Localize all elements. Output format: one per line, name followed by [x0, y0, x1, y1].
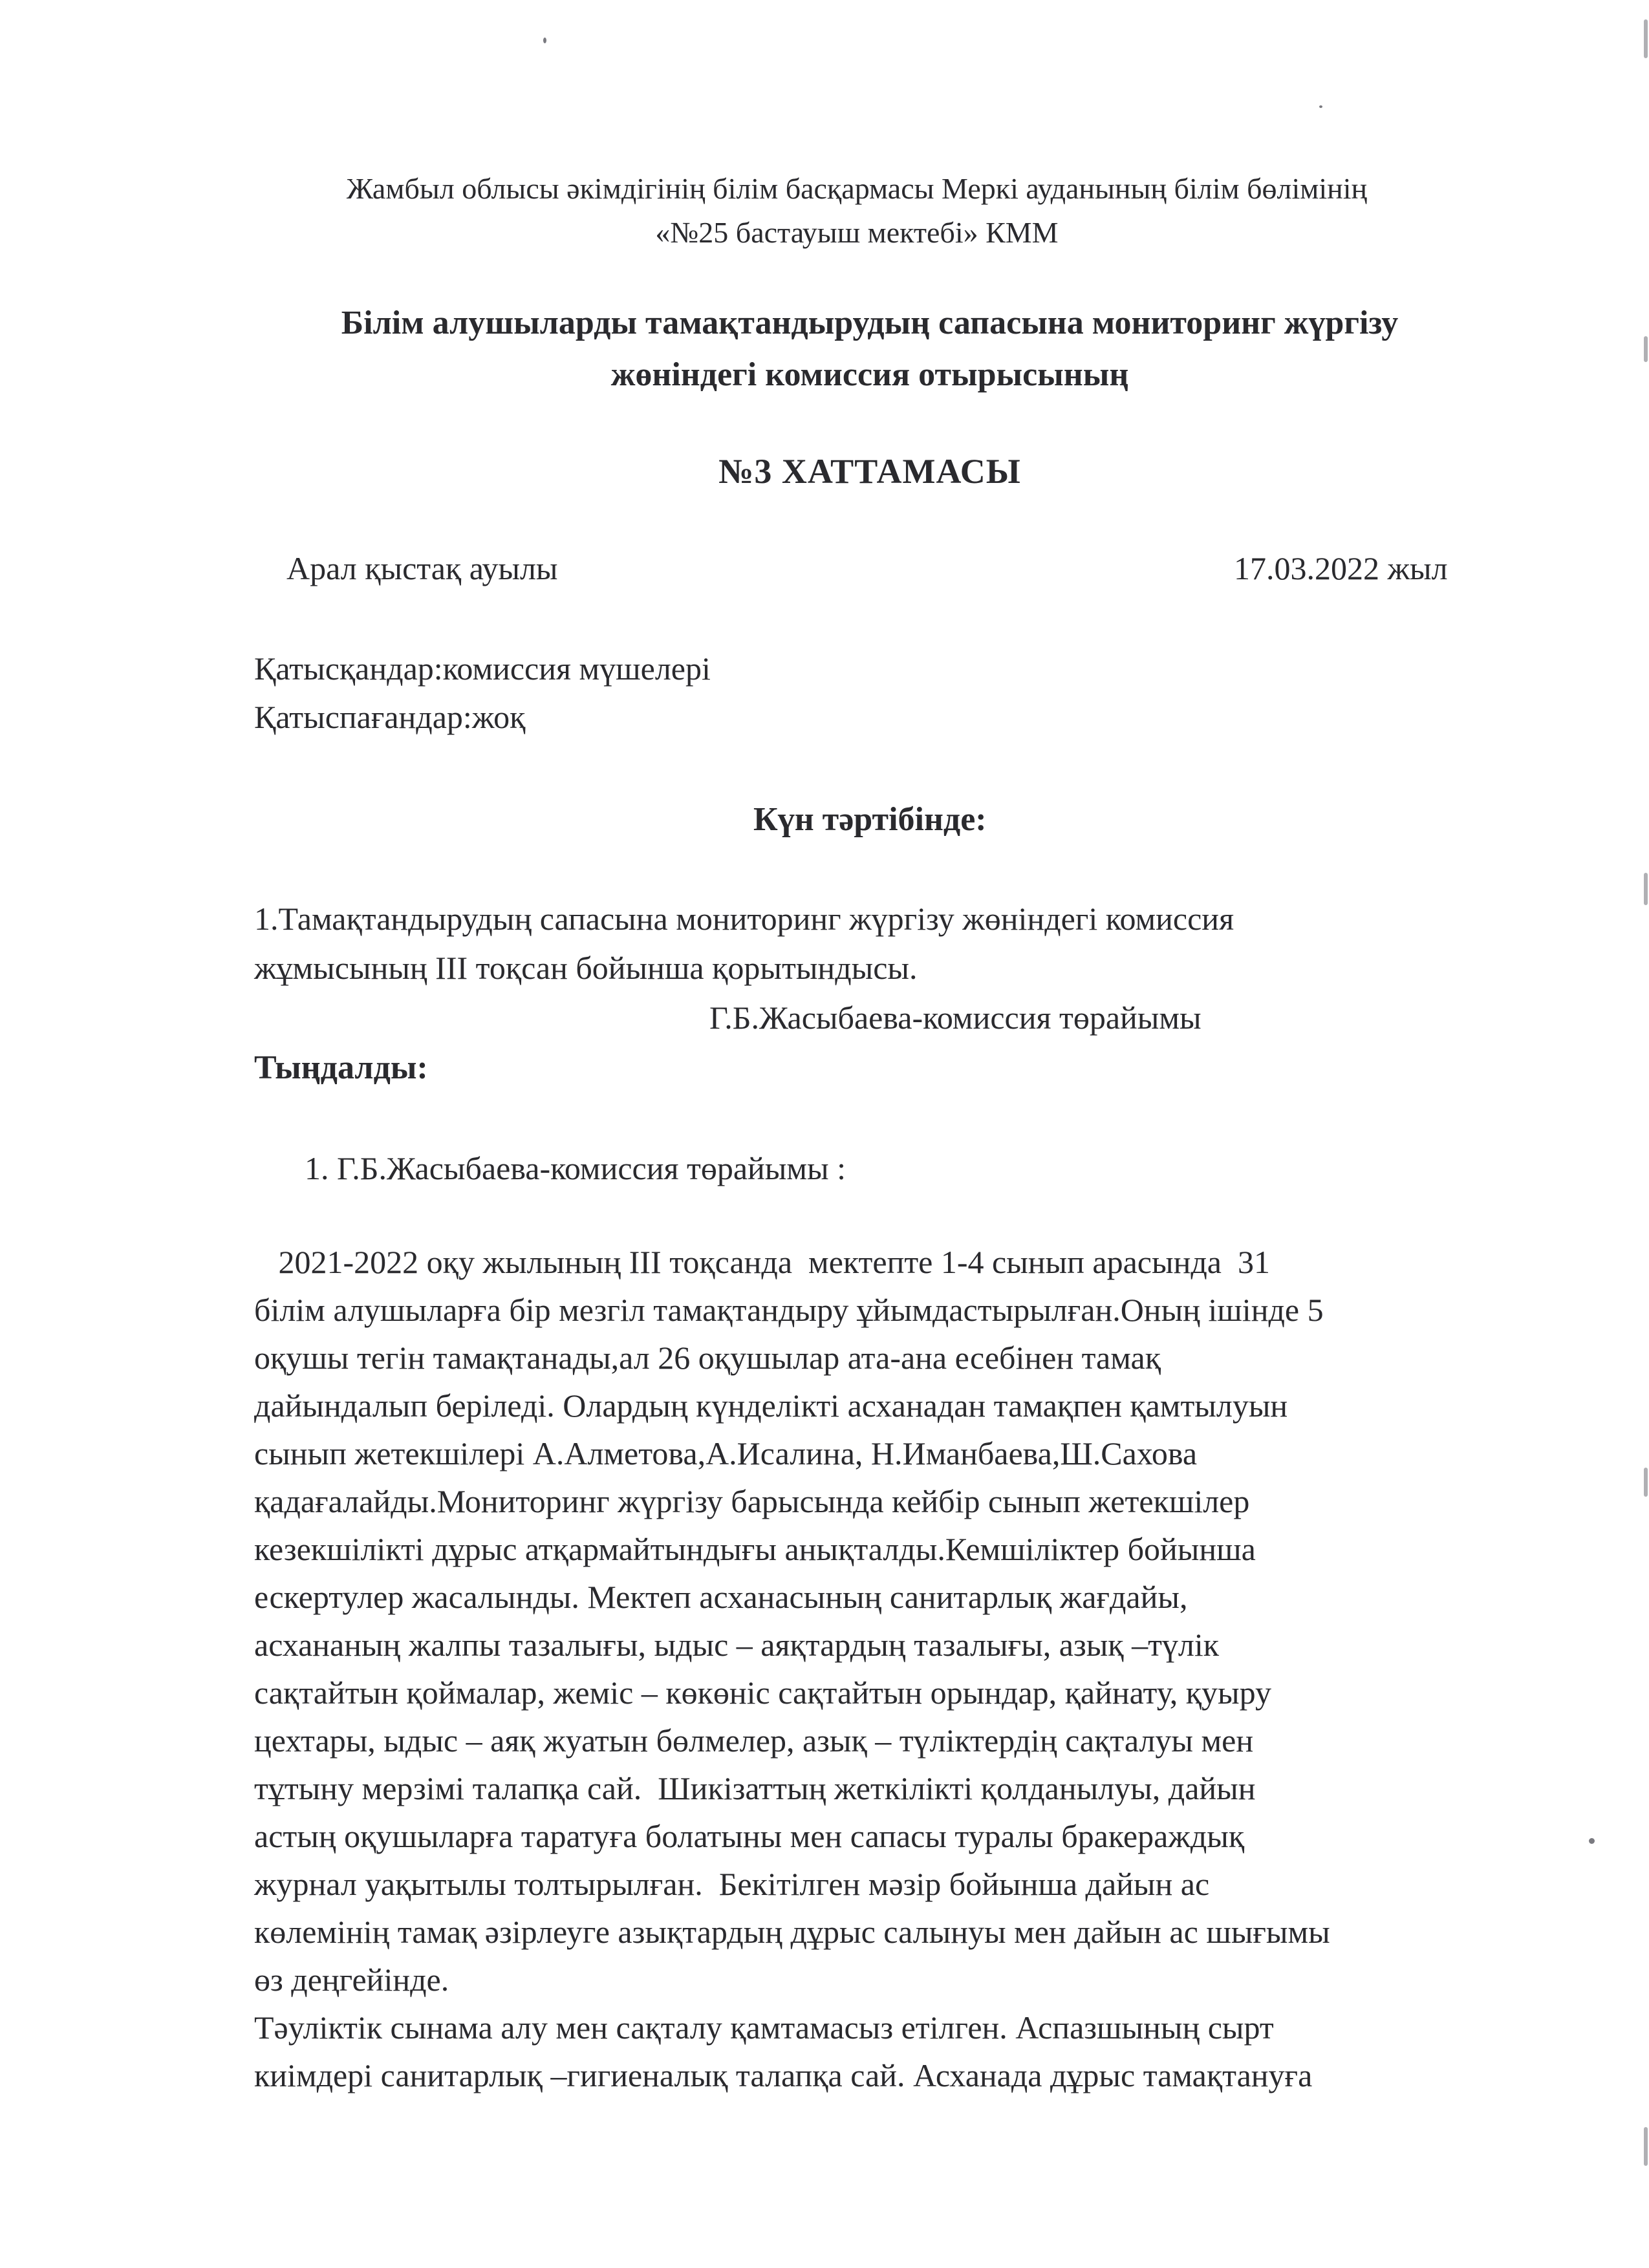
body-line: ескертулер жасалынды. Мектеп асханасының санитарлық жағдайы,: [254, 1579, 1188, 1615]
scan-speck: [1319, 105, 1322, 108]
heard-item-1: 1. Г.Б.Жасыбаева-комиссия төрайымы :: [305, 1150, 846, 1186]
body-line: киімдері санитарлық –гигиеналық талапқа сай. Асханада дұрыс тамақтануға: [254, 2057, 1313, 2093]
heard-heading: Тыңдалды:: [254, 1049, 428, 1086]
scan-edge-mark: [1644, 2127, 1648, 2166]
scan-speck: [1589, 1838, 1595, 1844]
body-line: білім алушыларға бір мезгіл тамақтандыру ұйымдастырылған.Оның ішінде 5: [254, 1292, 1324, 1328]
body-line: тұтыну мерзімі талапқа сай. Шикізаттың жеткілікті қолданылуы, дайын: [254, 1770, 1256, 1806]
agenda-speaker: Г.Б.Жасыбаева-комиссия төрайымы: [709, 1000, 1202, 1036]
body-line: астың оқушыларға таратуға болатыны мен сапасы туралы бракераждық: [254, 1818, 1245, 1854]
attendance-absent: Қатыспағандар:жоқ: [254, 699, 526, 735]
body-line: Тәуліктік сынама алу мен сақталу қамтамасыз етілген. Аспазшының сырт: [254, 2009, 1274, 2046]
body-line: қадағалайды.Мониторинг жүргізу барысында кейбір сынып жетекшілер: [254, 1483, 1250, 1519]
body-line: журнал уақытылы толтырылған. Бекітілген мәзір бойынша дайын ас: [254, 1866, 1210, 1902]
meeting-date: 17.03.2022 жыл: [1234, 550, 1448, 586]
agenda-item-1-line-2: жұмысының ІІІ тоқсан бойынша қорытындысы.: [254, 950, 918, 986]
document-title-line-1: Білім алушыларды тамақтандырудың сапасына мониторинг жүргізу: [341, 305, 1399, 341]
body-line: сақтайтын қоймалар, жеміс – көкөніс сақтайтын орындар, қайнату, қуыру: [254, 1674, 1271, 1711]
protocol-number: №3 ХАТТАМАСЫ: [718, 452, 1021, 491]
scan-edge-mark: [1644, 873, 1648, 905]
body-line: 2021-2022 оқу жылының ІІІ тоқсанда мектепте 1-4 сынып арасында 31: [254, 1244, 1270, 1280]
body-paragraph: [254, 1238, 1483, 2099]
body-line: кезекшілікті дұрыс атқармайтындығы анықталды.Кемшіліктер бойынша: [254, 1531, 1256, 1567]
body-line: оқушы тегін тамақтанады,ал 26 оқушылар ата-ана есебінен тамақ: [254, 1340, 1161, 1376]
body-line: цехтары, ыдыс – аяқ жуатын бөлмелер, азық – түліктердің сақталуы мен: [254, 1722, 1254, 1759]
body-line: дайындалып беріледі. Олардың күнделікті асханадан тамақпен қамтылуын: [254, 1387, 1288, 1424]
meeting-place: Арал қыстақ ауылы: [286, 550, 558, 586]
body-line: асхананың жалпы тазалығы, ыдыс – аяқтардың тазалығы, азық –түлік: [254, 1627, 1220, 1663]
body-line: өз деңгейінде.: [254, 1962, 449, 1998]
scan-edge-mark: [1644, 336, 1648, 362]
header-line-1: Жамбыл облысы әкімдігінің білім басқармасы Меркі ауданының білім бөлімінің: [346, 172, 1368, 205]
attendance-present: Қатысқандар:комиссия мүшелері: [254, 650, 711, 687]
scan-edge-mark: [1644, 1468, 1648, 1497]
scan-edge: [1640, 0, 1649, 2268]
scan-edge-mark: [1644, 19, 1648, 58]
header-line-2: «№25 бастауыш мектебі» КММ: [655, 216, 1059, 249]
agenda-heading: Күн тәртібінде:: [753, 801, 987, 838]
body-line: көлемінің тамақ әзірлеуге азықтардың дұрыс салынуы мен дайын ас шығымы: [254, 1914, 1330, 1950]
body-line: сынып жетекшілері А.Алметова,А.Исалина, Н.Иманбаева,Ш.Сахова: [254, 1435, 1198, 1471]
scan-speck: [543, 37, 546, 43]
agenda-item-1-line-1: 1.Тамақтандырудың сапасына мониторинг жүргізу жөніндегі комиссия: [254, 901, 1234, 937]
document-title-line-2: жөніндегі комиссия отырысының: [610, 356, 1129, 393]
